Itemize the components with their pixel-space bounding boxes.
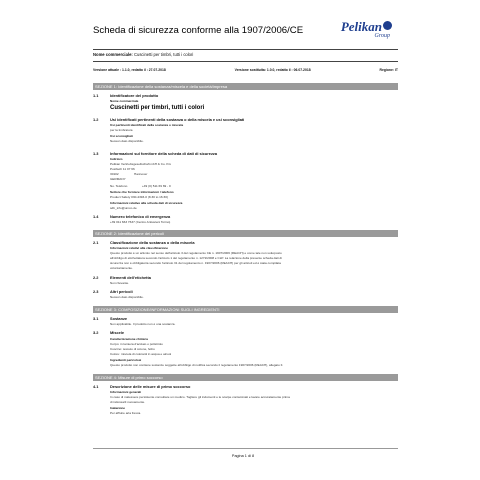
logo-mark-icon	[383, 21, 392, 30]
version-line	[93, 68, 398, 72]
current-version: Versione attuale : 1.1.0, redatto il : 27.07.2018	[93, 68, 166, 72]
commercial-name	[93, 52, 193, 57]
mixture-text-1: Corpo: in lamiera d'acciaio o polistirolo	[110, 342, 163, 346]
address-line-1: Pelikan Vertriebsgesellschaft mbH & Co. KG	[110, 162, 171, 166]
section-1-header: SEZIONE 1: Identificazione della sostanza/miscela e della società/impresa	[93, 83, 398, 90]
commercial-name-value: Cuscinetti per timbri, tutti i colori	[133, 52, 194, 57]
text-relevant-uses: per la timbratura	[110, 128, 133, 132]
address-line-2: Postfach 11 07 66	[110, 167, 135, 171]
heading-1-2: 1.2 Usi identificati pertinenti della sostanza o della miscela e usi sconsigliati	[93, 117, 245, 122]
logo-subtitle: Group	[374, 33, 390, 39]
document-page	[88, 14, 398, 470]
heading-1-1: 1.1 Identificatore del prodotto	[93, 93, 159, 98]
label-sds-info: Informazioni relative alla scheda dati di sicurezza	[110, 201, 183, 205]
hazardous-ingredients-text: Questo prodotto non contiene sostanze soggette all'obbligo di notifica secondo il regolamento 1907/2006 (REACH), allegato II.	[110, 363, 284, 367]
text-info-department: Product Safety 030-4393-0 (8.30 to 16:30)	[110, 195, 168, 199]
label-info-department: Settore che fornisce informazioni / telefono	[110, 190, 174, 194]
header-divider	[93, 49, 398, 50]
phone-line: No. Telefono +49 (0) 511 69 69 - 0	[110, 184, 171, 188]
classification-text-2: all'obbligo di etichettatura secondo l'articolo 1 del regolamento n. 1272/2008 e CLP. La relazione della presente scheda dati di	[110, 256, 282, 260]
replaced-version: Versione sostituita: 1.0.0, redatto il : 06.07.2018	[234, 68, 311, 72]
heading-2-3: 2.3 Altri pericoli	[93, 289, 133, 294]
label-hazardous-ingredients: Ingredienti pericolosi	[110, 358, 142, 362]
label-inhalation: Inalazione	[110, 406, 125, 410]
pelikan-logo	[338, 20, 392, 39]
heading-3-2: 3.2 Miscele	[93, 330, 125, 335]
label-address: Indirizzo	[110, 157, 123, 161]
classification-text-1: Questo prodotto è un articolo nel senso dell'articolo 3 del regolamento CE n. 1907/2006 (REACH) e come tale non sottoposto	[110, 251, 282, 255]
section-2-header: SEZIONE 2: Identificazione dei pericoli	[93, 230, 398, 237]
label-trade-name: Nome commerciale	[110, 99, 139, 103]
product-name: Cuscinetti per timbri, tutti i colori	[110, 105, 205, 111]
heading-4-1: 4.1 Descrizione delle misure di primo soccorso	[93, 384, 191, 389]
page-number: Pagina 1 di 8	[231, 454, 255, 458]
label-classification-info: Informazioni relativi alla classificazione	[110, 246, 168, 250]
text-emergency-phone: +39 011 663 7637 (Centro Antiveleni Torino)	[110, 220, 171, 224]
document-title: Scheda di sicurezza conforme alla 1907/2006/CE	[93, 25, 304, 36]
commercial-divider	[93, 61, 398, 62]
label-general-info: Informazioni generali	[110, 390, 142, 394]
inhalation-text: Per affluire aria fresca.	[110, 411, 142, 415]
label-chemical-characterization: Caratterizzazione chimica	[110, 337, 148, 341]
mixture-text-3: Colore: miscela di coloranti in acqua e alcool	[110, 352, 172, 356]
logo-word: Pelikan	[340, 19, 382, 34]
address-country: GERMANY	[110, 177, 126, 181]
text-sds-email: sdb_info@umco.de	[110, 206, 137, 210]
mixture-text-2: Cuscino: tessuto di cotone, feltro	[110, 347, 155, 351]
commercial-name-label: Nome commerciale:	[93, 52, 133, 57]
heading-3-1: 3.1 Sostanze	[93, 316, 128, 321]
text-label-elements: Non rilevante.	[110, 281, 130, 285]
heading-1-4: 1.4 Numero telefonico di emergenza	[93, 214, 171, 219]
heading-1-3: 1.3 Informazioni sul fornitore della scheda di dati di sicurezza	[93, 151, 218, 156]
text-other-hazards: Nessun dato disponibile.	[110, 295, 144, 299]
section-4-header: SEZIONE 4: Misure di primo soccorso	[93, 374, 398, 381]
label-relevant-uses: Usi pertinenti identificati della sostanza o miscela	[110, 123, 184, 127]
text-substances: Non applicabile. Il prodotto non è una sostanza.	[110, 322, 176, 326]
text-uses-advised-against: Nessun dato disponibile.	[110, 139, 144, 143]
address-line-3: 30102 Hannover	[110, 172, 148, 176]
section-3-header: SEZIONE 3: COMPOSIZIONE/INFORMAZIONI SUGLI INGREDIENTI	[93, 306, 398, 313]
footer-divider	[93, 448, 398, 449]
classification-text-4: volontariamente.	[110, 266, 133, 270]
heading-2-1: 2.1 Classificazione della sostanza o della miscela	[93, 240, 195, 245]
label-uses-advised-against: Usi sconsigliati	[110, 134, 133, 138]
first-aid-text-2: di indossarli nuovamente.	[110, 400, 146, 404]
first-aid-text-1: In caso di malessere persistente consultare un medico. Togliere gli indumenti e le scarpe contaminati e lavare accuratamente prima	[110, 395, 290, 399]
region: Regione: IT	[379, 68, 398, 72]
heading-2-2: 2.2 Elementi dell'etichetta	[93, 275, 151, 280]
classification-text-3: sicurezza non è obbligatoria secondo l'articolo 31 del regolamento n. 1907/2006 (REACH) per gli articoli ed è stata compilata	[110, 261, 281, 265]
